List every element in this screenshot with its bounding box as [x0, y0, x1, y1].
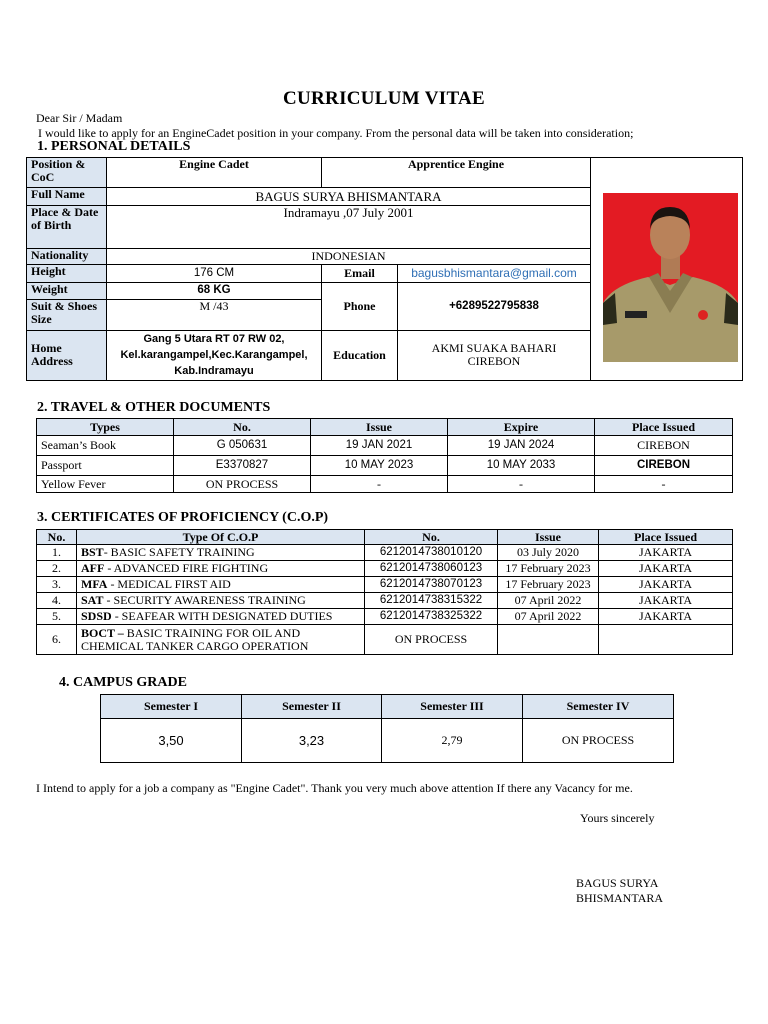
- section-personal-details: 1. PERSONAL DETAILS: [37, 139, 191, 154]
- grade-header-sem3: Semester III: [382, 695, 523, 719]
- cop-issue: 03 July 2020: [498, 545, 599, 561]
- section-travel-documents: 2. TRAVEL & OTHER DOCUMENTS: [37, 400, 271, 415]
- cop-code: SAT: [81, 593, 104, 607]
- cop-header-type: Type Of C.O.P: [77, 530, 365, 545]
- document-title: CURRICULUM VITAE: [282, 88, 486, 109]
- travel-issue: 19 JAN 2021: [311, 436, 448, 456]
- cop-header-number: No.: [365, 530, 498, 545]
- cop-header-no: No.: [37, 530, 77, 545]
- campus-grade-table: [100, 694, 674, 763]
- cop-desc: - MEDICAL FIRST AID: [107, 577, 231, 591]
- section-certificates: 3. CERTIFICATES OF PROFICIENCY (C.O.P): [37, 510, 329, 525]
- suit-label: Suit & Shoes Size: [27, 300, 107, 331]
- pob-label: Place & Date of Birth: [27, 206, 107, 249]
- table-row: [37, 436, 733, 456]
- travel-header-types: Types: [37, 419, 174, 436]
- travel-issue: -: [311, 476, 448, 493]
- grade-header-sem1: Semester I: [101, 695, 242, 719]
- cop-issue: 07 April 2022: [498, 593, 599, 609]
- travel-place: CIREBON: [595, 436, 733, 456]
- cop-place: JAKARTA: [599, 561, 733, 577]
- cop-desc: - SECURITY AWARENESS TRAINING: [103, 593, 306, 607]
- fullname-label: Full Name: [27, 187, 107, 205]
- cop-place: [599, 625, 733, 655]
- signature-name-line1: BAGUS SURYA: [576, 876, 659, 890]
- cop-issue: 17 February 2023: [498, 577, 599, 593]
- cop-desc: - BASIC SAFETY TRAINING: [103, 545, 255, 559]
- education-label: Education: [322, 330, 398, 380]
- signature-name-line2: BHISMANTARA: [576, 891, 664, 905]
- travel-place: CIREBON: [595, 456, 733, 476]
- cop-number: 6212014738325322: [365, 609, 498, 625]
- grade-sem1: 3,50: [101, 719, 242, 763]
- travel-type: Yellow Fever: [37, 476, 174, 493]
- table-row: [37, 456, 733, 476]
- travel-expire: 19 JAN 2024: [448, 436, 595, 456]
- cop-index: 2.: [37, 561, 77, 577]
- travel-no: E3370827: [174, 456, 311, 476]
- grade-header-sem4: Semester IV: [523, 695, 674, 719]
- signoff: Yours sincerely: [580, 811, 655, 825]
- cop-desc: BASIC TRAINING FOR OIL AND CHEMICAL TANKER CARGO OPERATION: [81, 625, 309, 653]
- travel-no: G 050631: [174, 436, 311, 456]
- table-row: [101, 719, 674, 763]
- cop-place: JAKARTA: [599, 609, 733, 625]
- cop-code: BST: [81, 545, 104, 559]
- table-row: [37, 625, 733, 655]
- greeting: Dear Sir / Madam: [36, 111, 123, 125]
- travel-type: Seaman’s Book: [37, 436, 174, 456]
- cop-index: 4.: [37, 593, 77, 609]
- profile-photo: [603, 193, 738, 362]
- travel-header-no: No.: [174, 419, 311, 436]
- grade-sem4: ON PROCESS: [523, 719, 674, 763]
- cop-index: 1.: [37, 545, 77, 561]
- table-row: [37, 561, 733, 577]
- cop-issue: [498, 625, 599, 655]
- travel-header-expire: Expire: [448, 419, 595, 436]
- cop-code: SDSD: [81, 609, 112, 623]
- table-row: [37, 577, 733, 593]
- travel-documents-table: [36, 418, 733, 493]
- table-row: [37, 609, 733, 625]
- cop-number: 6212014738010120: [365, 545, 498, 561]
- suit-value: M /43: [107, 300, 322, 331]
- position-value-1: Engine Cadet: [107, 158, 322, 188]
- cop-place: JAKARTA: [599, 593, 733, 609]
- table-row: [37, 476, 733, 493]
- cop-code: BOCT –: [81, 625, 124, 640]
- phone-value: +6289522795838: [398, 282, 591, 330]
- cop-desc: - SEAFEAR WITH DESIGNATED DUTIES: [111, 609, 333, 623]
- cop-code: MFA: [81, 577, 108, 591]
- grade-header-sem2: Semester II: [242, 695, 382, 719]
- travel-header-issue: Issue: [311, 419, 448, 436]
- travel-no: ON PROCESS: [174, 476, 311, 493]
- weight-label: Weight: [27, 282, 107, 299]
- address-value: Gang 5 Utara RT 07 RW 02, Kel.karangampel,Kec.Karangampel, Kab.Indramayu: [107, 330, 322, 380]
- email-label: Email: [322, 265, 398, 282]
- travel-expire: -: [448, 476, 595, 493]
- cop-index: 3.: [37, 577, 77, 593]
- table-row: [37, 545, 733, 561]
- cop-issue: 07 April 2022: [498, 609, 599, 625]
- cop-number: ON PROCESS: [365, 625, 498, 655]
- cop-number: 6212014738315322: [365, 593, 498, 609]
- travel-expire: 10 MAY 2033: [448, 456, 595, 476]
- closing-text: I Intend to apply for a job a company as "Engine Cadet". Thank you very much above attention If there any Vacancy for me.: [36, 781, 633, 795]
- height-label: Height: [27, 265, 107, 282]
- position-label: Position & CoC: [27, 158, 107, 188]
- section-campus-grade: 4. CAMPUS GRADE: [59, 675, 187, 690]
- table-row: [37, 593, 733, 609]
- cop-index: 5.: [37, 609, 77, 625]
- travel-place: -: [595, 476, 733, 493]
- email-link[interactable]: bagusbhismantara@gmail.com: [398, 265, 591, 282]
- cop-place: JAKARTA: [599, 577, 733, 593]
- cop-index: 6.: [37, 625, 77, 655]
- intro-text: I would like to apply for an EngineCadet position in your company. From the personal data will be taken into consideration;: [38, 126, 634, 140]
- person-photo-icon: [603, 193, 738, 362]
- position-value-2: Apprentice Engine: [322, 158, 591, 188]
- travel-type: Passport: [37, 456, 174, 476]
- cop-issue: 17 February 2023: [498, 561, 599, 577]
- cop-number: 6212014738070123: [365, 577, 498, 593]
- cop-code: AFF: [81, 561, 105, 575]
- weight-value: 68 KG: [107, 282, 322, 299]
- grade-sem3: 2,79: [382, 719, 523, 763]
- pob-value: Indramayu ,07 July 2001: [107, 206, 591, 249]
- travel-issue: 10 MAY 2023: [311, 456, 448, 476]
- grade-sem2: 3,23: [242, 719, 382, 763]
- certificates-table: [36, 529, 733, 655]
- cop-number: 6212014738060123: [365, 561, 498, 577]
- address-label: Home Address: [27, 330, 107, 380]
- cop-header-issue: Issue: [498, 530, 599, 545]
- education-value: AKMI SUAKA BAHARI CIREBON: [398, 330, 591, 380]
- travel-header-place: Place Issued: [595, 419, 733, 436]
- fullname-value: BAGUS SURYA BHISMANTARA: [107, 187, 591, 205]
- phone-label: Phone: [322, 282, 398, 330]
- height-value: 176 CM: [107, 265, 322, 282]
- cop-header-place: Place Issued: [599, 530, 733, 545]
- cop-desc: - ADVANCED FIRE FIGHTING: [104, 561, 269, 575]
- nationality-label: Nationality: [27, 249, 107, 265]
- cop-place: JAKARTA: [599, 545, 733, 561]
- nationality-value: INDONESIAN: [107, 249, 591, 265]
